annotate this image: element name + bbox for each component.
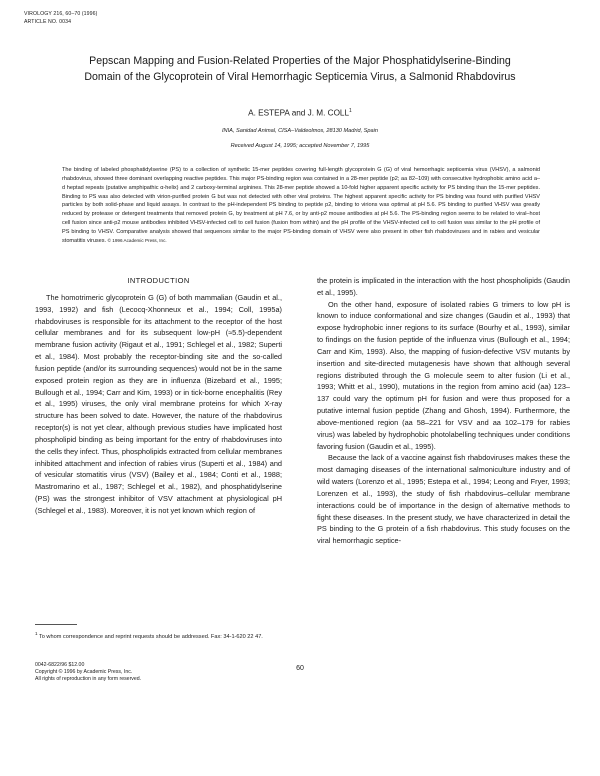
left-column — [35, 292, 282, 517]
title-line-2: Domain of the Glycoprotein of Viral Hemorrhagic Septicemia Virus, a Salmonid Rhabdovirus — [84, 71, 516, 83]
intro-paragraph-1-continued: the protein is implicated in the interaction with the host phospholipids (Gaudin et al., 1995). — [317, 276, 570, 297]
author-line — [0, 108, 600, 118]
footnote — [35, 630, 282, 641]
section-heading-introduction: INTRODUCTION — [127, 276, 190, 285]
intro-paragraph-3: Because the lack of a vaccine against fish rhabdoviruses makes these the most damaging diseases of the international salmoniculture industry and of wild waters (Lorenzo et al., 1995; Estepa et al., 1994; Leong and Fryer, 1993; Lorenzen et al., 1993), the study of fish rhabdovirus–cellular membrane interactions could be of importance in the design of alternative methods to fight these diseases. In the present study, we have characterized in detail the PS binding to the G protein of a fish rhabdovirus. This study focuses on the viral hemorrhagic septice- — [317, 453, 570, 546]
author-footnote-mark: 1 — [349, 108, 352, 114]
footnote-text: To whom correspondence and reprint requests should be addressed. Fax: 34-1-620 22 47. — [38, 633, 263, 640]
affiliation: INIA, Sanidad Animal, CISA–Valdeolmos, 28130 Madrid, Spain — [222, 128, 378, 134]
journal-header — [24, 11, 97, 26]
abstract-text: The binding of labeled phosphatidylserine (PS) to a collection of synthetic 15-mer peptides covering full-length glycoprotein G (G) of viral hemorrhagic septicemia virus (VHSV), a salmonid rhabdovirus, showed three dominant overlapping reactive peptides. This major PS-binding region was contained in a 28-mer peptide (p2; aa 82–109) with consecutive hydrophobic amino acid a–d heptad repeats (putative amphipathic α-helix) and 2 carboxy-terminal arginines. This 28-mer peptide showed a 10-fold higher apparent specific activity for PS binding than the 15-mer peptides. Binding to PS was also detected with virion-purified protein G but was not detected with other viral proteins. The highest apparent specific activity for PS binding was found with purified VHSV particles by both solid-phase and liquid assays. In contrast to the pH-independent PS binding to peptide p2, binding to virions was optimal at pH 5.6. PS binding to purified VHSV was greatly reduced by protease or detergent treatments that removed protein G, by treatment at pH 7.6, or by anti-p2 mouse antibodies at pH 5.6. The PS-binding region seems to be related to viral–host cell fusion since anti-p2 mouse antibodies inhibited VHSV-infected cell to cell fusion (fusion from within) and the pH profile of the VHSV-infected cell to cell fusion was similar to the pH profile of PS binding to VHSV. Comparative analysis showed that sequences similar to the major PS-binding domain of VHSV were also present in other fish rhabdoviruses and in rabies and vesicular stomatitis viruses. — [62, 167, 540, 244]
footnote-mark: 1 — [35, 631, 38, 636]
authors: A. ESTEPA and J. M. COLL — [248, 108, 350, 118]
intro-paragraph-2: On the other hand, exposure of isolated rabies G trimers to low pH is known to induce conformational and size changes (Gaudin et al., 1993) that expose hydrophobic inner regions to its surface (Bourhy et al., 1993), similar to findings on the fusion peptide of the influenza virus (Bullough et al., 1994; Carr and Kim, 1993). Also, the mapping of fusion-defective VSV mutants by insertion and site-directed mutagenesis have shown that although several regions distributed through the G molecule seem to alter fusion (Li et al., 1993; Whitt et al., 1990), mutations in the region from amino acid (aa) 123–137 could vary the optimum pH for fusion and were thus proposed for a putative internal fusion peptide (Zhang and Ghosh, 1994). Furthermore, the above-mentioned region (aa 58–221 for VSV and aa 102–179 for rabies virus) was labeled by hydrophobic photolabelling techniques under conditions favoring fusion (Gaudin et al., 1995). — [317, 299, 570, 451]
copyright-notice: Copyright © 1996 by Academic Press, Inc. — [35, 669, 133, 676]
right-column — [317, 275, 570, 547]
footnote-rule — [35, 624, 77, 625]
abstract-copyright: © 1996 Academic Press, Inc. — [107, 237, 167, 243]
rights-notice: All rights of reproduction in any form reserved. — [35, 676, 142, 683]
article-title — [30, 53, 570, 85]
abstract — [62, 166, 540, 246]
received-dates: Received August 14, 1995; accepted November 7, 1995 — [230, 143, 370, 149]
intro-paragraph-1: The homotrimeric glycoprotein G (G) of both mammalian (Gaudin et al., 1993, 1992) and fish (Lecocq-Xhonneux et al., 1994; Coll, 1995a) rhabdoviruses is responsible for its attachment to the receptor of the host cellular membranes and for its subsequent low-pH (≈5.5)-dependent membrane fusion activity (Rigaut et al., 1991; Schlegel et al., 1982; Superti et al., 1984). Most probably the receptor-binding site and the so-called fusion peptide (and/or its surrounding sequences) would not be in the same exposed protein region as they are in influenza (Bizebard et al., 1995; Bullough et al., 1994; Carr and Kim, 1993) or in tick-borne encephalitis (Rey et al., 1995) viruses, the only viral membrane proteins for which X-ray structure has been solved to date. However, the nature of the rhabdovirus receptor(s) is not yet clear, although previous studies have implicated host phospholipid binding as being important for the entry of rhabdoviruses into the cells they infect. Thus, phospholipids extracted from cellular membranes inhibited attachment and infection of rabies virus (Superti et al., 1984) and of vesicular stomatitis virus (VSV) (Bailey et al., 1984; Conti et al., 1988; Mastromarino et al., 1987; Schlegel et al., 1982), and phosphatidylserine (PS) was the strongest inhibitor of VSV attachment at physiological pH (Schlegel et al., 1983). Moreover, it is not yet known which region of — [35, 293, 282, 515]
title-line-1: Pepscan Mapping and Fusion-Related Properties of the Major Phosphatidylserine-Binding — [89, 55, 511, 67]
issn-price: 0042-6822/96 $12.00 — [35, 662, 85, 668]
page-number: 60 — [296, 665, 304, 672]
journal-citation: VIROLOGY 216, 60–70 (1996) — [24, 11, 98, 17]
article-number: ARTICLE NO. 0034 — [24, 18, 72, 25]
